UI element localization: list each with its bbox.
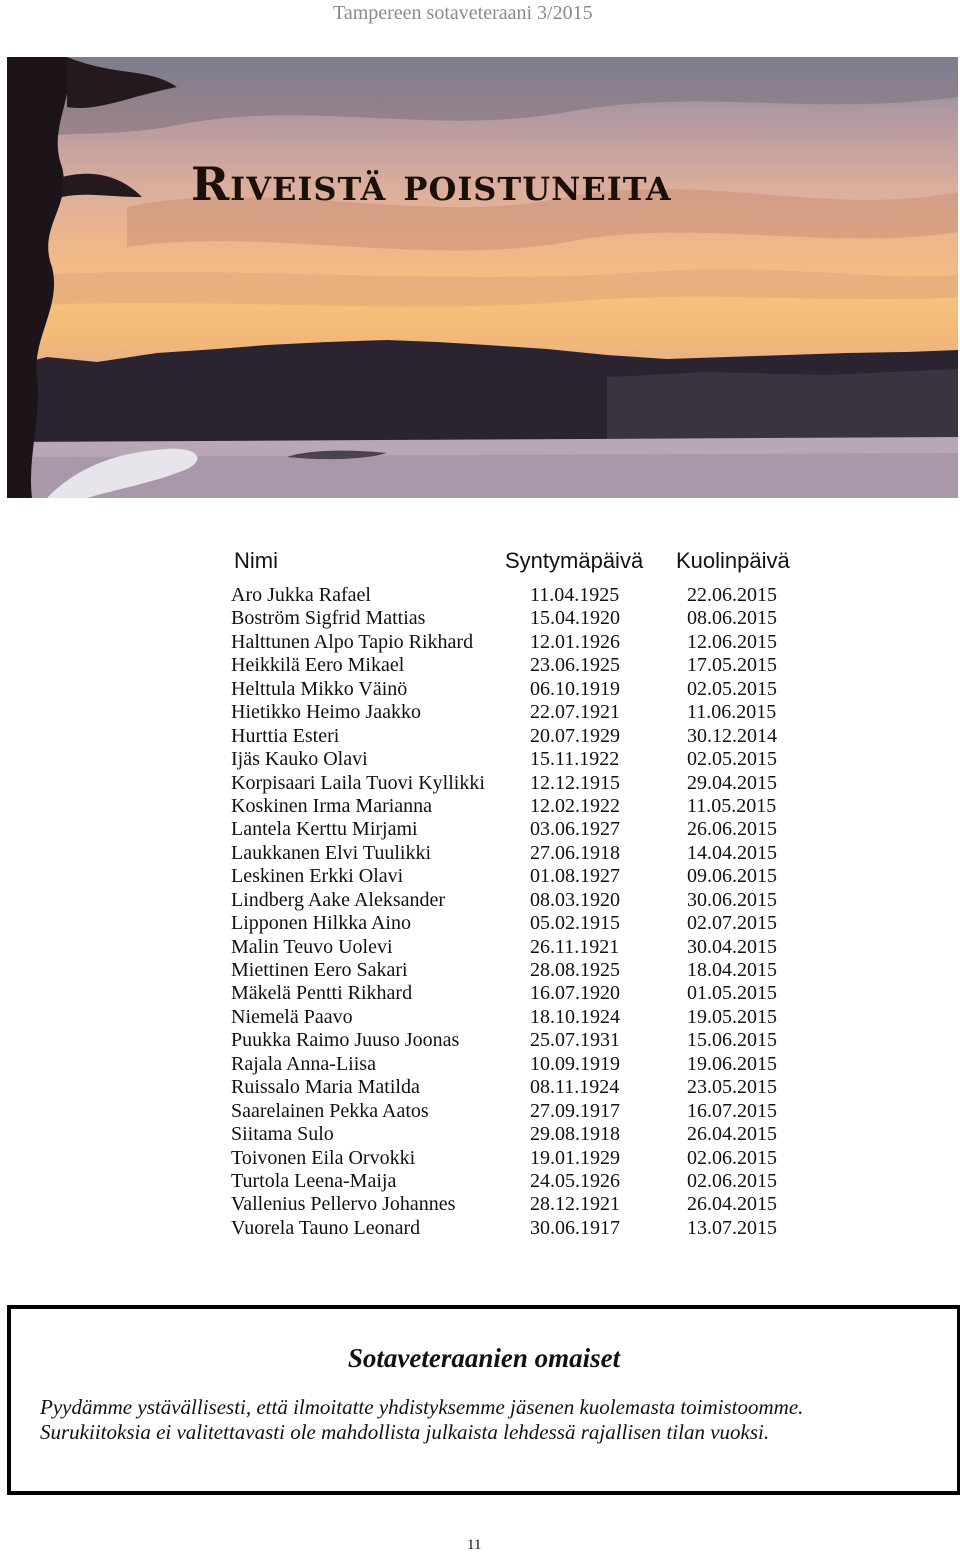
page-number: 11 xyxy=(467,1537,482,1553)
cell-name: Koskinen Irma Marianna xyxy=(231,794,433,817)
table-row xyxy=(0,1029,960,1052)
cell-born: 26.11.1921 xyxy=(530,935,620,958)
cell-died: 30.12.2014 xyxy=(687,724,777,747)
table-row xyxy=(0,936,960,959)
table-row xyxy=(0,584,960,607)
cell-died: 13.07.2015 xyxy=(687,1216,777,1239)
cell-died: 26.06.2015 xyxy=(687,818,777,841)
cell-born: 27.09.1917 xyxy=(530,1099,620,1122)
cell-died: 30.06.2015 xyxy=(687,888,777,911)
cell-born: 15.11.1922 xyxy=(530,748,620,771)
table-row xyxy=(0,982,960,1005)
table-row xyxy=(0,959,960,982)
table-row xyxy=(0,795,960,818)
table-row xyxy=(0,725,960,748)
table-row xyxy=(0,1076,960,1099)
cell-born: 16.07.1920 xyxy=(530,982,620,1005)
cell-name: Niemelä Paavo xyxy=(231,1005,353,1028)
cell-died: 02.05.2015 xyxy=(687,677,777,700)
cell-born: 01.08.1927 xyxy=(530,865,620,888)
cell-died: 18.04.2015 xyxy=(687,959,777,981)
cell-name: Malin Teuvo Uolevi xyxy=(231,935,393,958)
table-row xyxy=(0,912,960,935)
cell-name: Leskinen Erkki Olavi xyxy=(231,865,404,888)
cell-name: Laukkanen Elvi Tuulikki xyxy=(231,841,431,864)
cell-died: 02.05.2015 xyxy=(687,748,777,771)
cell-died: 02.06.2015 xyxy=(687,1169,777,1192)
cell-born: 08.11.1924 xyxy=(530,1076,620,1099)
notice-line: Surukiitoksia ei valitettavasti ole mahdollista julkaista lehdessä rajallisen tilan vuoksi. xyxy=(40,1420,770,1444)
cell-born: 05.02.1915 xyxy=(530,912,620,935)
cell-born: 28.12.1921 xyxy=(530,1193,620,1216)
cell-born: 06.10.1919 xyxy=(530,677,620,700)
cell-born: 23.06.1925 xyxy=(530,654,620,677)
column-header-name: Nimi xyxy=(234,548,278,573)
cell-name: Lantela Kerttu Mirjami xyxy=(231,818,418,841)
table-row xyxy=(0,748,960,771)
cell-died: 26.04.2015 xyxy=(687,1123,777,1146)
cell-died: 22.06.2015 xyxy=(687,584,777,606)
cell-name: Rajala Anna-Liisa xyxy=(231,1052,376,1075)
cell-born: 19.01.1929 xyxy=(530,1146,620,1169)
cell-born: 27.06.1918 xyxy=(530,841,620,864)
table-row xyxy=(0,1006,960,1029)
cell-name: Ruissalo Maria Matilda xyxy=(231,1076,420,1099)
cell-born: 12.12.1915 xyxy=(530,771,620,794)
cell-name: Aro Jukka Rafael xyxy=(231,584,371,606)
table-row xyxy=(0,865,960,888)
cell-died: 02.06.2015 xyxy=(687,1146,777,1169)
cell-name: Puukka Raimo Juuso Joonas xyxy=(231,1029,460,1052)
cell-name: Siitama Sulo xyxy=(231,1123,334,1146)
table-row xyxy=(0,818,960,841)
cell-name: Vuorela Tauno Leonard xyxy=(231,1216,421,1239)
notice-title: Sotaveteraanien omaiset xyxy=(347,1343,621,1373)
cell-died: 12.06.2015 xyxy=(687,630,777,653)
cell-born: 08.03.1920 xyxy=(530,888,620,911)
cell-died: 19.05.2015 xyxy=(687,1005,777,1028)
hero-landscape xyxy=(7,57,958,498)
cell-born: 25.07.1931 xyxy=(530,1029,620,1052)
notice-box xyxy=(7,1305,960,1495)
column-header-born: Syntymäpäivä xyxy=(505,548,644,573)
cell-name: Saarelainen Pekka Aatos xyxy=(231,1099,429,1122)
cell-died: 19.06.2015 xyxy=(687,1052,777,1075)
cell-born: 11.04.1925 xyxy=(530,584,620,606)
cell-name: Korpisaari Laila Tuovi Kyllikki xyxy=(231,771,485,794)
cell-name: Toivonen Eila Orvokki xyxy=(231,1146,416,1169)
cell-died: 17.05.2015 xyxy=(687,654,777,677)
cell-born: 15.04.1920 xyxy=(530,607,620,630)
cell-died: 02.07.2015 xyxy=(687,912,777,935)
cell-born: 03.06.1927 xyxy=(530,818,620,841)
table-row xyxy=(0,654,960,677)
table-row xyxy=(0,889,960,912)
table-row xyxy=(0,1217,960,1240)
cell-born: 10.09.1919 xyxy=(530,1052,620,1075)
cell-died: 11.05.2015 xyxy=(687,794,777,817)
cell-born: 12.02.1922 xyxy=(530,794,620,817)
table-body xyxy=(0,584,960,1240)
cell-name: Helttula Mikko Väinö xyxy=(231,677,408,700)
cell-died: 16.07.2015 xyxy=(687,1099,777,1122)
table-row xyxy=(0,678,960,701)
cell-died: 26.04.2015 xyxy=(687,1193,777,1216)
cell-name: Boström Sigfrid Mattias xyxy=(231,607,426,630)
cell-name: Hurttia Esteri xyxy=(231,724,340,747)
cell-name: Ijäs Kauko Olavi xyxy=(231,748,368,771)
cell-born: 24.05.1926 xyxy=(530,1169,620,1192)
cell-name: Miettinen Eero Sakari xyxy=(231,959,408,981)
cell-name: Vallenius Pellervo Johannes xyxy=(231,1193,456,1216)
cell-born: 22.07.1921 xyxy=(530,701,620,724)
cell-died: 15.06.2015 xyxy=(687,1029,777,1052)
cell-died: 08.06.2015 xyxy=(687,607,777,630)
cell-born: 30.06.1917 xyxy=(530,1216,620,1239)
table-row xyxy=(0,1147,960,1170)
table-row xyxy=(0,607,960,630)
cell-name: Halttunen Alpo Tapio Rikhard xyxy=(231,630,474,653)
page-title: Riveistä poistuneita xyxy=(191,157,672,211)
cell-died: 30.04.2015 xyxy=(687,935,777,958)
cell-name: Heikkilä Eero Mikael xyxy=(231,654,405,677)
column-header-died: Kuolinpäivä xyxy=(676,548,790,573)
cell-born: 18.10.1924 xyxy=(530,1005,620,1028)
notice-text xyxy=(40,1395,803,1445)
cell-died: 01.05.2015 xyxy=(687,982,777,1005)
notice-line: Pyydämme ystävällisesti, että ilmoitatte yhdistyksemme jäsenen kuolemasta toimistoomme. xyxy=(40,1395,804,1419)
cell-name: Mäkelä Pentti Rikhard xyxy=(231,982,413,1005)
table-row xyxy=(0,842,960,865)
cell-died: 29.04.2015 xyxy=(687,771,777,794)
cell-born: 29.08.1918 xyxy=(530,1123,620,1146)
cell-died: 23.05.2015 xyxy=(687,1076,777,1099)
cell-died: 09.06.2015 xyxy=(687,865,777,888)
cell-name: Turtola Leena-Maija xyxy=(231,1169,397,1192)
running-head: Tampereen sotaveteraani 3/2015 xyxy=(333,2,593,24)
table-row xyxy=(0,1123,960,1146)
hero-sunset-photo xyxy=(7,57,958,498)
cell-born: 20.07.1929 xyxy=(530,724,620,747)
cell-born: 28.08.1925 xyxy=(530,959,620,981)
table-row xyxy=(0,701,960,724)
cell-name: Lipponen Hilkka Aino xyxy=(231,912,411,935)
cell-born: 12.01.1926 xyxy=(530,630,620,653)
cell-died: 11.06.2015 xyxy=(687,701,777,724)
cell-name: Hietikko Heimo Jaakko xyxy=(231,701,421,724)
table-row xyxy=(0,631,960,654)
table-row xyxy=(0,772,960,795)
table-row xyxy=(0,1193,960,1216)
table-row xyxy=(0,1053,960,1076)
table-row xyxy=(0,1170,960,1193)
cell-died: 14.04.2015 xyxy=(687,841,777,864)
table-row xyxy=(0,1100,960,1123)
cell-name: Lindberg Aake Aleksander xyxy=(231,888,446,911)
